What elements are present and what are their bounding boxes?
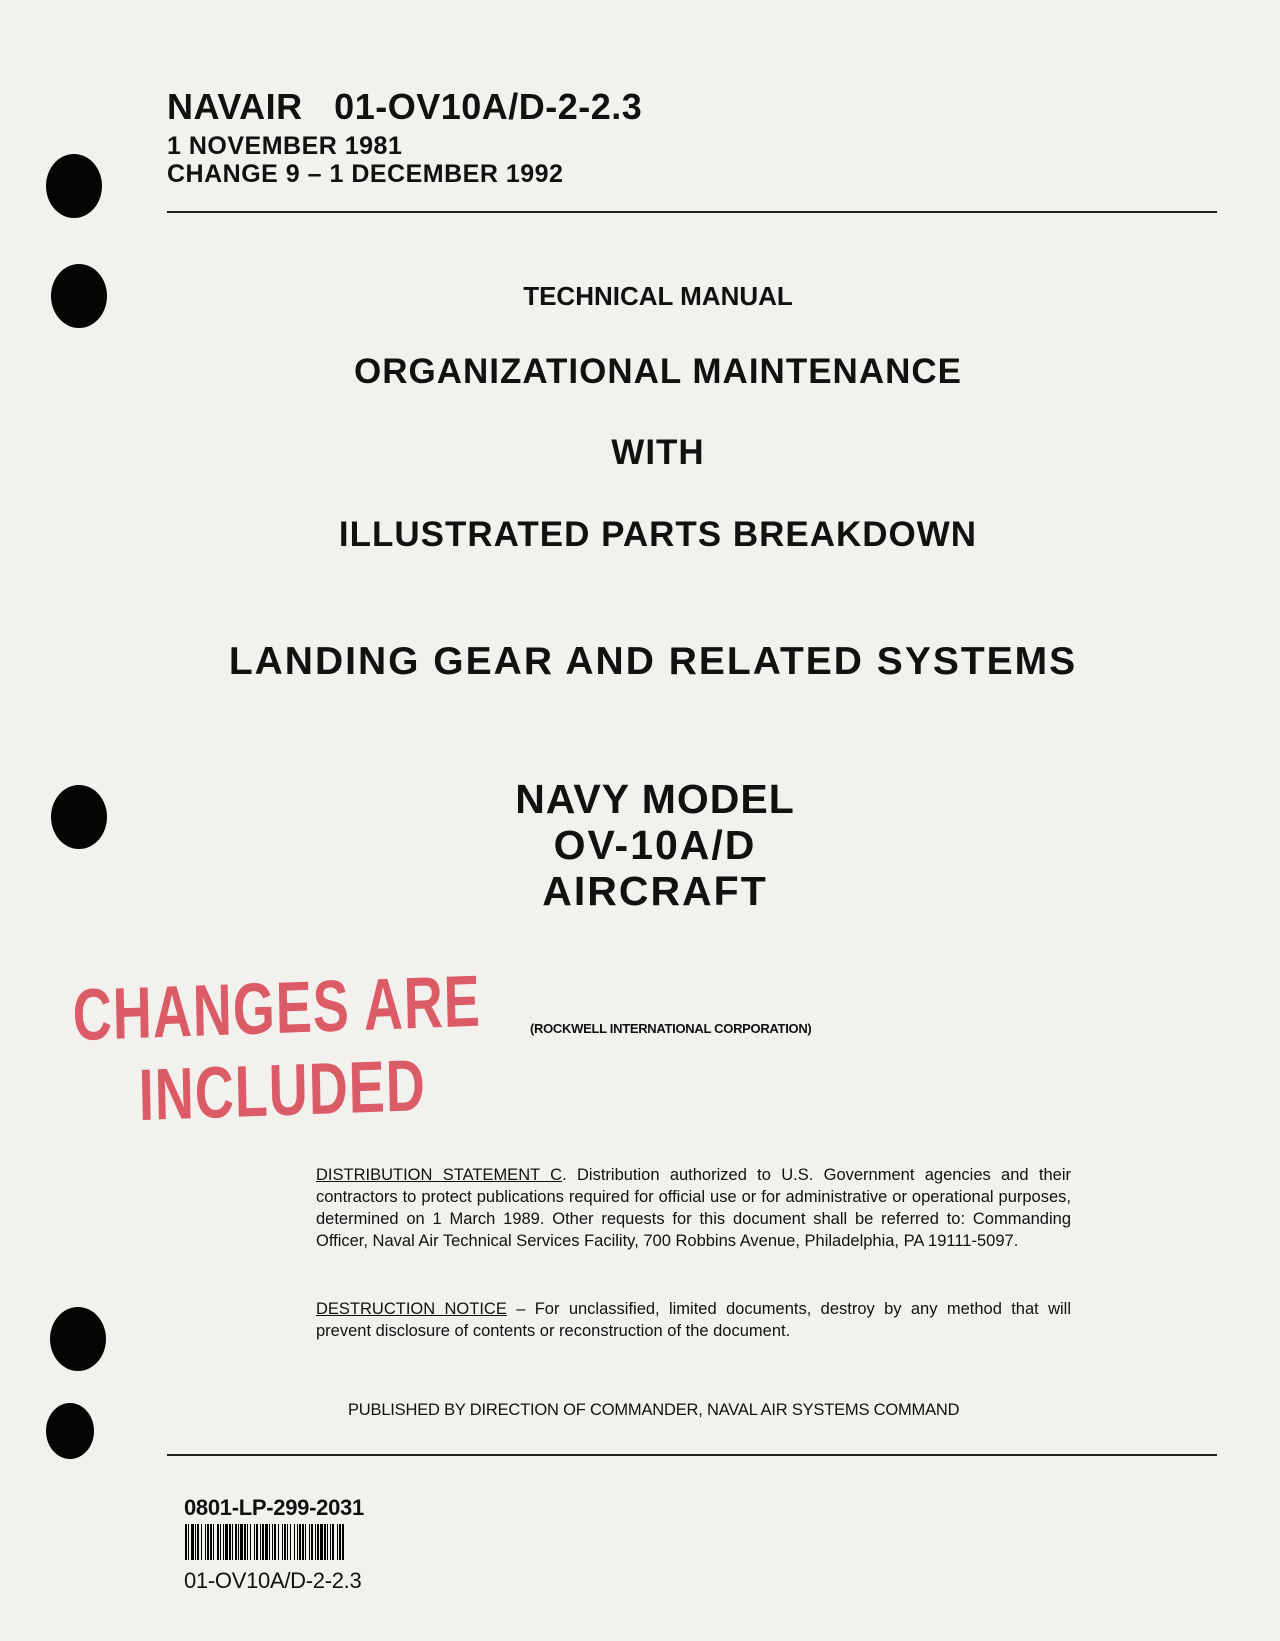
changes-included-stamp-line: CHANGES ARE (72, 960, 482, 1057)
barcode (185, 1524, 345, 1560)
footer-rule (167, 1454, 1217, 1456)
stock-number: 0801-LP-299-2031 (184, 1495, 364, 1520)
barcode-bar (344, 1524, 345, 1560)
model-line: AIRCRAFT (542, 868, 768, 914)
distribution-statement (316, 1164, 1071, 1252)
header-rule (167, 211, 1217, 213)
destruction-notice (316, 1298, 1071, 1342)
destruction-text: – For unclassified, limited documents, destroy by any method that will prevent disclosure of contents or reconstruction of the document. (316, 1300, 1072, 1340)
barcode-text: 01-OV10A/D-2-2.3 (184, 1568, 362, 1593)
manual-type: TECHNICAL MANUAL (523, 281, 793, 311)
title-line: WITH (611, 433, 705, 472)
punch-hole (50, 1307, 106, 1371)
title-line: ILLUSTRATED PARTS BREAKDOWN (338, 515, 978, 554)
title-line: ORGANIZATIONAL MAINTENANCE (353, 352, 962, 391)
distribution-text: . Distribution authorized to U.S. Government agencies and their contractors to protect publications required for official use or for administrative or operational purposes, determined on 1 March 1989. Other requests for this document shall be referred to: Commanding Officer, Naval Air Technical Services Facility, 700 Robbins Avenue, Philadelphia, PA 19111-5097. (316, 1166, 1071, 1250)
issue-date: 1 NOVEMBER 1981 (167, 132, 403, 160)
change-notice: CHANGE 9 – 1 DECEMBER 1992 (167, 160, 564, 188)
publisher-line: PUBLISHED BY DIRECTION OF COMMANDER, NAVAL AIR SYSTEMS COMMAND (348, 1401, 960, 1419)
model-line: NAVY MODEL (515, 776, 795, 822)
destruction-label: DESTRUCTION NOTICE (316, 1300, 507, 1318)
system-title: LANDING GEAR AND RELATED SYSTEMS (228, 640, 1078, 683)
document-number: NAVAIR 01-OV10A/D-2-2.3 (167, 86, 643, 127)
contractor-name: (ROCKWELL INTERNATIONAL CORPORATION) (530, 1021, 812, 1036)
changes-included-stamp-line: INCLUDED (138, 1045, 427, 1137)
model-line: OV-10A/D (553, 822, 757, 868)
punch-hole (46, 154, 102, 218)
distribution-label: DISTRIBUTION STATEMENT C (316, 1166, 563, 1184)
punch-hole (46, 1403, 94, 1459)
